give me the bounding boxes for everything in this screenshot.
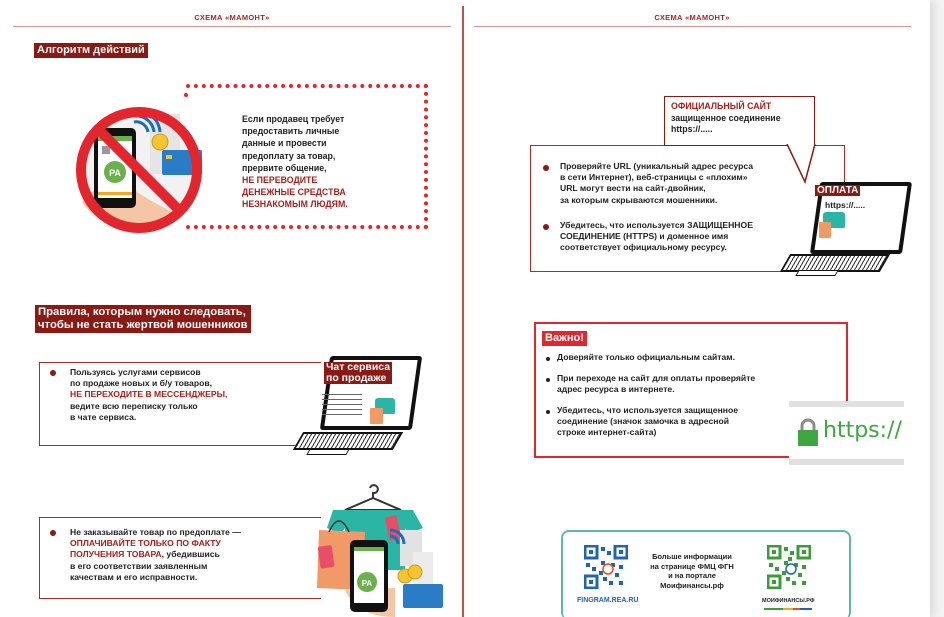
qr-code-moifinansy[interactable]	[767, 545, 811, 589]
page-spine	[462, 6, 464, 617]
text-line: строке интернет-сайта)	[557, 427, 657, 438]
text-line: соединение (значок замочка в адресной	[557, 416, 729, 427]
https-lock-badge	[789, 401, 904, 465]
bullet-icon	[543, 165, 549, 171]
bullet-icon	[50, 530, 56, 536]
left-page	[0, 0, 464, 617]
chat-label	[324, 362, 392, 384]
text-line: по продаже новых и б/у товаров,	[70, 378, 213, 389]
important-item	[557, 352, 827, 363]
laptop-keyboard	[293, 432, 403, 450]
bag-icon	[370, 408, 383, 424]
warning-line: ДЕНЕЖНЫЕ СРЕДСТВА	[242, 187, 346, 198]
bullet-icon	[546, 357, 550, 361]
svg-text:РА: РА	[361, 579, 373, 588]
text-fragment: , убедившись	[161, 549, 220, 560]
text-line: прервите общение,	[242, 162, 327, 173]
rules-tag	[35, 305, 251, 333]
important-tag: Важно!	[542, 331, 587, 346]
text-line: Проверяйте URL (уникальный адрес ресурса	[560, 161, 754, 171]
text-line: ведите всю переписку только	[70, 400, 198, 411]
rule1-text	[70, 367, 310, 423]
text-line: Не заказывайте товар по предоплате —	[70, 527, 241, 537]
text-line: качествам и его исправности.	[70, 571, 198, 582]
laptop-url: https://.....	[825, 200, 866, 210]
text-line: в сети Интернет), веб-страницы с «плохим»	[560, 172, 748, 183]
text-line: Убедитесь, что используется ЗАЩИЩЕННОЕ	[560, 220, 753, 230]
shopping-payment-illustration	[305, 480, 455, 617]
https-text: https://	[823, 418, 902, 443]
algorithm-tag: Алгоритм действий	[34, 43, 148, 58]
text-line: Убедитесь, что используется защищенное	[557, 405, 739, 415]
chat-label-line: по продаже	[326, 372, 387, 384]
rule2-text	[70, 527, 320, 583]
text-line: на странице ФМЦ ФГН	[650, 561, 734, 571]
rules-tag-line: чтобы не стать жертвой мошенников	[38, 319, 248, 331]
right-page	[467, 0, 930, 617]
text-line: защищенное соединение	[671, 112, 781, 123]
badge-bar	[789, 401, 904, 407]
brand-color-strip	[764, 608, 812, 610]
text-line: адрес ресурса в интернете.	[557, 384, 675, 395]
laptop-touchpad	[306, 449, 349, 455]
text-line: Если продавец требует	[242, 114, 345, 124]
warning-line: НЕЗНАКОМЫМ ЛЮДЯМ.	[242, 199, 348, 210]
text-line: URL могут вести на сайт-двойник,	[560, 183, 706, 194]
bullet-icon	[50, 370, 56, 376]
text-line: Больше информации	[652, 552, 732, 561]
text-line: и на портале	[668, 571, 716, 580]
text-line: При переходе на сайт для оплаты проверяйте	[557, 373, 756, 383]
lock-icon	[797, 417, 819, 447]
text-line: в чате сервиса.	[70, 411, 137, 422]
page-header: СХЕМА «МАМОНТ»	[654, 13, 730, 22]
svg-text:РА: РА	[109, 168, 121, 178]
prohibited-phone-payment-icon	[72, 92, 206, 244]
warning-line: НЕ ПЕРЕХОДИТЕ В МЕССЕНДЖЕРЫ,	[70, 389, 228, 400]
text-line: Пользуясь услугами сервисов	[70, 367, 201, 377]
text-line: СОЕДИНЕНИЕ (HTTPS) и доменное имя	[560, 231, 729, 242]
laptop-payment-illustration	[767, 178, 917, 278]
warning-line: НЕ ПЕРЕВОДИТЕ	[242, 175, 318, 186]
callout-text	[671, 101, 808, 136]
badge-bar	[789, 459, 904, 465]
chat-lines	[322, 394, 362, 416]
bullet-icon	[543, 224, 549, 230]
rules-tag-line: Правила, которым нужно следовать,	[38, 306, 246, 318]
warning-line: ОПЛАЧИВАЙТЕ ТОЛЬКО ПО ФАКТУ	[70, 538, 221, 549]
algorithm-text	[242, 113, 422, 211]
warning-fragment: ПОЛУЧЕНИЯ ТОВАРА	[70, 549, 162, 560]
footer-info-text	[637, 552, 747, 590]
important-item	[557, 405, 777, 439]
text-line: Моифинансы.рф	[660, 580, 724, 590]
bullet-icon	[546, 378, 550, 382]
laptop-chat-illustration	[280, 354, 430, 459]
fingram-caption[interactable]: FINGRAM.REA.RU	[577, 597, 639, 604]
text-line: предоставить личные	[242, 126, 340, 137]
chat-label-line: Чат сервиса	[326, 361, 391, 373]
text-line: предоплату за товар,	[242, 150, 336, 161]
official-site-callout	[664, 96, 815, 146]
moifinansy-caption[interactable]: МОИФИНАНСЫ.РФ	[762, 598, 815, 604]
payment-label: ОПЛАТА	[817, 185, 859, 196]
header-divider	[474, 26, 911, 27]
important-item	[557, 373, 827, 395]
qr-code-fingram[interactable]	[584, 545, 628, 589]
text-line: соответствует официальному ресурсу.	[560, 242, 727, 253]
laptop-touchpad	[795, 270, 838, 276]
header-divider	[13, 26, 451, 27]
bag-icon	[819, 222, 831, 238]
text-line: за которым скрываются мошенники.	[560, 194, 718, 205]
text-line: данные и провести	[242, 138, 327, 149]
page-header: СХЕМА «МАМОНТ»	[194, 13, 270, 22]
text-line: Доверяйте только официальным сайтам.	[557, 352, 736, 362]
callout-title: ОФИЦИАЛЬНЫЙ САЙТ	[671, 101, 772, 111]
text-line: https://.....	[671, 124, 713, 134]
text-line: в его соответствии заявленным	[70, 560, 208, 571]
bullet-icon	[546, 410, 550, 414]
